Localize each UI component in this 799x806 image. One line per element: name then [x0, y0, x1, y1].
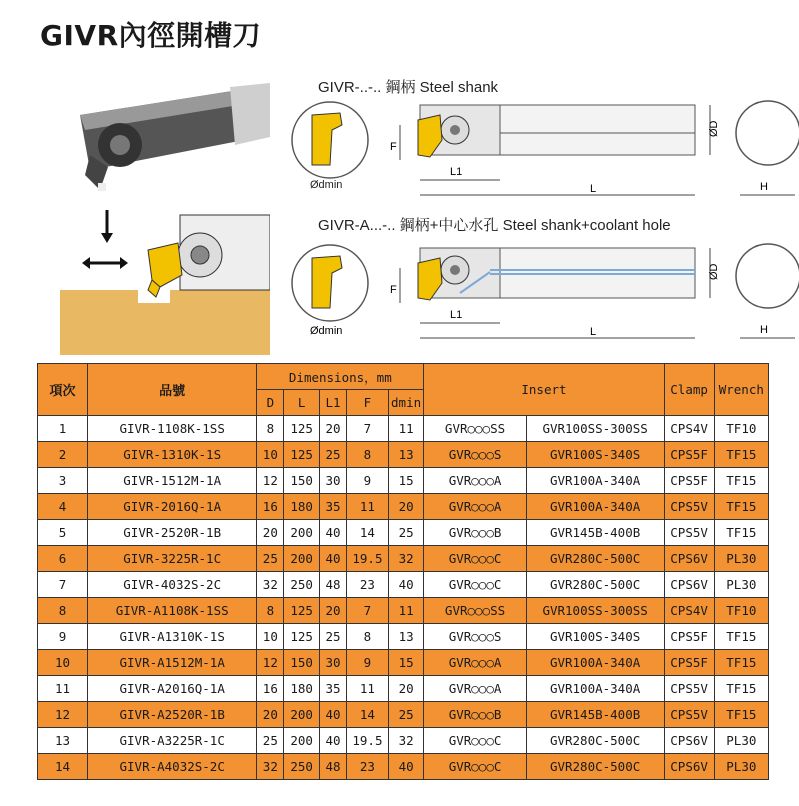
cell-clamp: CPS5V: [664, 520, 714, 546]
tool-illustration: [60, 75, 270, 355]
header-dimensions: Dimensions，mm: [257, 364, 424, 390]
L1-label: L1: [450, 166, 463, 178]
cell-wrench: PL30: [714, 754, 768, 780]
cell-L1: 48: [319, 572, 346, 598]
cell-F: 19.5: [347, 546, 389, 572]
spec-table: [37, 363, 769, 780]
cell-wrench: TF15: [714, 468, 768, 494]
header-clamp: Clamp: [664, 364, 714, 416]
H-label-2: H: [760, 324, 768, 336]
table-row: [38, 442, 769, 468]
cell-L: 200: [284, 520, 320, 546]
cell-L1: 20: [319, 416, 346, 442]
cell-clamp: CPS5V: [664, 702, 714, 728]
cell-L1: 48: [319, 754, 346, 780]
cell-model: GIVR-A1310K-1S: [88, 624, 257, 650]
cell-dmin: 11: [388, 598, 424, 624]
header-dmin: dmin: [388, 390, 424, 416]
dmin-label-2: Ødmin: [310, 325, 343, 337]
cell-dmin: 40: [388, 754, 424, 780]
cell-insert-pattern: GVR○○○C: [424, 728, 526, 754]
header-wrench: Wrench: [714, 364, 768, 416]
cell-dmin: 11: [388, 416, 424, 442]
cell-D: 10: [257, 624, 284, 650]
cell-clamp: CPS6V: [664, 546, 714, 572]
steel-shank-label: GIVR-..-.. 鋼柄 Steel shank: [318, 79, 499, 96]
cell-dmin: 15: [388, 468, 424, 494]
cell-L: 125: [284, 416, 320, 442]
cell-wrench: PL30: [714, 546, 768, 572]
cell-insert-range: GVR100A-340A: [526, 494, 664, 520]
cell-clamp: CPS6V: [664, 754, 714, 780]
cell-insert-range: GVR100A-340A: [526, 650, 664, 676]
table-row: [38, 468, 769, 494]
cell-L: 150: [284, 468, 320, 494]
cell-insert-range: GVR100SS-300SS: [526, 416, 664, 442]
cell-insert-pattern: GVR○○○S: [424, 442, 526, 468]
cell-F: 19.5: [347, 728, 389, 754]
cell-F: 7: [347, 598, 389, 624]
cell-F: 23: [347, 754, 389, 780]
table-row: [38, 702, 769, 728]
cell-insert-pattern: GVR○○○S: [424, 624, 526, 650]
cell-F: 8: [347, 442, 389, 468]
cell-insert-range: GVR100S-340S: [526, 624, 664, 650]
cell-wrench: TF15: [714, 676, 768, 702]
cell-insert-range: GVR145B-400B: [526, 702, 664, 728]
cell-insert-range: GVR100S-340S: [526, 442, 664, 468]
cell-insert-pattern: GVR○○○B: [424, 702, 526, 728]
steel-shank-diagram: [290, 95, 799, 205]
cell-L: 180: [284, 676, 320, 702]
cell-item: 10: [38, 650, 88, 676]
cell-insert-range: GVR100SS-300SS: [526, 598, 664, 624]
cell-wrench: TF15: [714, 442, 768, 468]
cell-L: 200: [284, 728, 320, 754]
coolant-shank-diagram: [290, 238, 799, 348]
cell-dmin: 13: [388, 624, 424, 650]
cell-insert-range: GVR280C-500C: [526, 572, 664, 598]
cell-D: 16: [257, 494, 284, 520]
cell-dmin: 25: [388, 520, 424, 546]
cell-dmin: 25: [388, 702, 424, 728]
cell-L: 250: [284, 572, 320, 598]
cell-clamp: CPS5V: [664, 676, 714, 702]
cell-D: 32: [257, 572, 284, 598]
cell-insert-pattern: GVR○○○A: [424, 468, 526, 494]
header-item: 項次: [38, 364, 88, 416]
cell-D: 12: [257, 468, 284, 494]
cell-L1: 25: [319, 624, 346, 650]
cell-clamp: CPS5F: [664, 624, 714, 650]
cell-wrench: TF10: [714, 598, 768, 624]
cell-L1: 30: [319, 650, 346, 676]
cell-wrench: TF10: [714, 416, 768, 442]
cell-item: 7: [38, 572, 88, 598]
cell-L1: 30: [319, 468, 346, 494]
cell-dmin: 15: [388, 650, 424, 676]
cell-D: 32: [257, 754, 284, 780]
cell-L: 125: [284, 598, 320, 624]
cell-item: 1: [38, 416, 88, 442]
cell-D: 20: [257, 702, 284, 728]
cell-item: 3: [38, 468, 88, 494]
cell-F: 14: [347, 520, 389, 546]
cell-model: GIVR-2520R-1B: [88, 520, 257, 546]
cell-item: 2: [38, 442, 88, 468]
cell-L: 125: [284, 624, 320, 650]
cell-F: 11: [347, 676, 389, 702]
cell-wrench: TF15: [714, 494, 768, 520]
cell-item: 11: [38, 676, 88, 702]
cell-model: GIVR-2016Q-1A: [88, 494, 257, 520]
cell-item: 8: [38, 598, 88, 624]
cell-L1: 35: [319, 676, 346, 702]
cell-insert-pattern: GVR○○○A: [424, 676, 526, 702]
cell-clamp: CPS5V: [664, 494, 714, 520]
dmin-label: Ødmin: [310, 179, 343, 191]
table-row: [38, 676, 769, 702]
cell-wrench: TF15: [714, 650, 768, 676]
cell-wrench: TF15: [714, 624, 768, 650]
cell-model: GIVR-1512M-1A: [88, 468, 257, 494]
cell-item: 14: [38, 754, 88, 780]
table-row: [38, 546, 769, 572]
cell-clamp: CPS5F: [664, 442, 714, 468]
cell-insert-range: GVR280C-500C: [526, 546, 664, 572]
cell-item: 12: [38, 702, 88, 728]
cell-insert-range: GVR145B-400B: [526, 520, 664, 546]
cell-insert-pattern: GVR○○○SS: [424, 598, 526, 624]
cell-insert-pattern: GVR○○○C: [424, 572, 526, 598]
cell-model: GIVR-3225R-1C: [88, 546, 257, 572]
table-row: [38, 728, 769, 754]
cell-L: 200: [284, 546, 320, 572]
cell-clamp: CPS6V: [664, 728, 714, 754]
L1-label-2: L1: [450, 309, 463, 321]
cell-D: 8: [257, 416, 284, 442]
cell-insert-pattern: GVR○○○A: [424, 650, 526, 676]
header-model: 品號: [88, 364, 257, 416]
cell-D: 10: [257, 442, 284, 468]
table-row: [38, 494, 769, 520]
workpiece: [60, 283, 270, 355]
tool-photo: [70, 75, 270, 195]
header-L: L: [284, 390, 320, 416]
cell-F: 11: [347, 494, 389, 520]
table-row: [38, 650, 769, 676]
cell-model: GIVR-A2016Q-1A: [88, 676, 257, 702]
L-label-2: L: [590, 326, 597, 338]
cell-L: 250: [284, 754, 320, 780]
cell-wrench: TF15: [714, 520, 768, 546]
cell-L: 150: [284, 650, 320, 676]
cell-dmin: 40: [388, 572, 424, 598]
cell-L1: 25: [319, 442, 346, 468]
cell-L1: 40: [319, 546, 346, 572]
table-row: [38, 572, 769, 598]
table-row: [38, 754, 769, 780]
page-title: GIVR內徑開槽刀: [40, 19, 262, 52]
cell-model: GIVR-A1108K-1SS: [88, 598, 257, 624]
cell-D: 12: [257, 650, 284, 676]
cell-D: 20: [257, 520, 284, 546]
cell-model: GIVR-A3225R-1C: [88, 728, 257, 754]
cell-F: 7: [347, 416, 389, 442]
cell-insert-range: GVR100A-340A: [526, 676, 664, 702]
cell-L1: 40: [319, 520, 346, 546]
cell-insert-pattern: GVR○○○C: [424, 754, 526, 780]
cell-item: 5: [38, 520, 88, 546]
cell-D: 8: [257, 598, 284, 624]
header-D: D: [257, 390, 284, 416]
cell-insert-pattern: GVR○○○C: [424, 546, 526, 572]
cell-wrench: TF15: [714, 702, 768, 728]
L-label: L: [590, 183, 597, 195]
cell-clamp: CPS4V: [664, 598, 714, 624]
F-label-2: F: [390, 284, 397, 296]
cell-model: GIVR-4032S-2C: [88, 572, 257, 598]
cell-L1: 20: [319, 598, 346, 624]
cell-wrench: PL30: [714, 572, 768, 598]
cell-L: 180: [284, 494, 320, 520]
cell-D: 16: [257, 676, 284, 702]
cell-D: 25: [257, 546, 284, 572]
cell-item: 9: [38, 624, 88, 650]
cell-L: 200: [284, 702, 320, 728]
feed-arrows: [82, 210, 128, 269]
header-L1: L1: [319, 390, 346, 416]
header-F: F: [347, 390, 389, 416]
cell-L1: 40: [319, 702, 346, 728]
cell-insert-range: GVR280C-500C: [526, 728, 664, 754]
cell-clamp: CPS5F: [664, 650, 714, 676]
cell-F: 9: [347, 650, 389, 676]
cell-dmin: 32: [388, 546, 424, 572]
cell-model: GIVR-1310K-1S: [88, 442, 257, 468]
cell-clamp: CPS5F: [664, 468, 714, 494]
cell-insert-range: GVR280C-500C: [526, 754, 664, 780]
cell-insert-pattern: GVR○○○B: [424, 520, 526, 546]
cell-L: 125: [284, 442, 320, 468]
cell-insert-range: GVR100A-340A: [526, 468, 664, 494]
cell-model: GIVR-A2520R-1B: [88, 702, 257, 728]
cell-dmin: 13: [388, 442, 424, 468]
cell-F: 8: [347, 624, 389, 650]
coolant-shank-label: GIVR-A...-.. 鋼柄+中心水孔 Steel shank+coolant hole: [318, 217, 671, 234]
cell-item: 4: [38, 494, 88, 520]
table-row: [38, 598, 769, 624]
cell-insert-pattern: GVR○○○A: [424, 494, 526, 520]
cell-dmin: 20: [388, 676, 424, 702]
cell-model: GIVR-A4032S-2C: [88, 754, 257, 780]
cell-clamp: CPS6V: [664, 572, 714, 598]
table-row: [38, 416, 769, 442]
cell-model: GIVR-1108K-1SS: [88, 416, 257, 442]
table-row: [38, 520, 769, 546]
cell-F: 14: [347, 702, 389, 728]
cell-dmin: 20: [388, 494, 424, 520]
cell-item: 6: [38, 546, 88, 572]
cell-L1: 40: [319, 728, 346, 754]
cell-model: GIVR-A1512M-1A: [88, 650, 257, 676]
cell-wrench: PL30: [714, 728, 768, 754]
F-label: F: [390, 141, 397, 153]
header-insert: Insert: [424, 364, 664, 416]
cell-clamp: CPS4V: [664, 416, 714, 442]
cell-D: 25: [257, 728, 284, 754]
cell-dmin: 32: [388, 728, 424, 754]
cell-F: 23: [347, 572, 389, 598]
H-label: H: [760, 181, 768, 193]
cell-L1: 35: [319, 494, 346, 520]
cell-insert-pattern: GVR○○○SS: [424, 416, 526, 442]
D-label: ØD: [708, 120, 720, 137]
table-row: [38, 624, 769, 650]
cell-F: 9: [347, 468, 389, 494]
cell-item: 13: [38, 728, 88, 754]
spec-table-body: [38, 416, 769, 780]
D-label-2: ØD: [708, 263, 720, 280]
